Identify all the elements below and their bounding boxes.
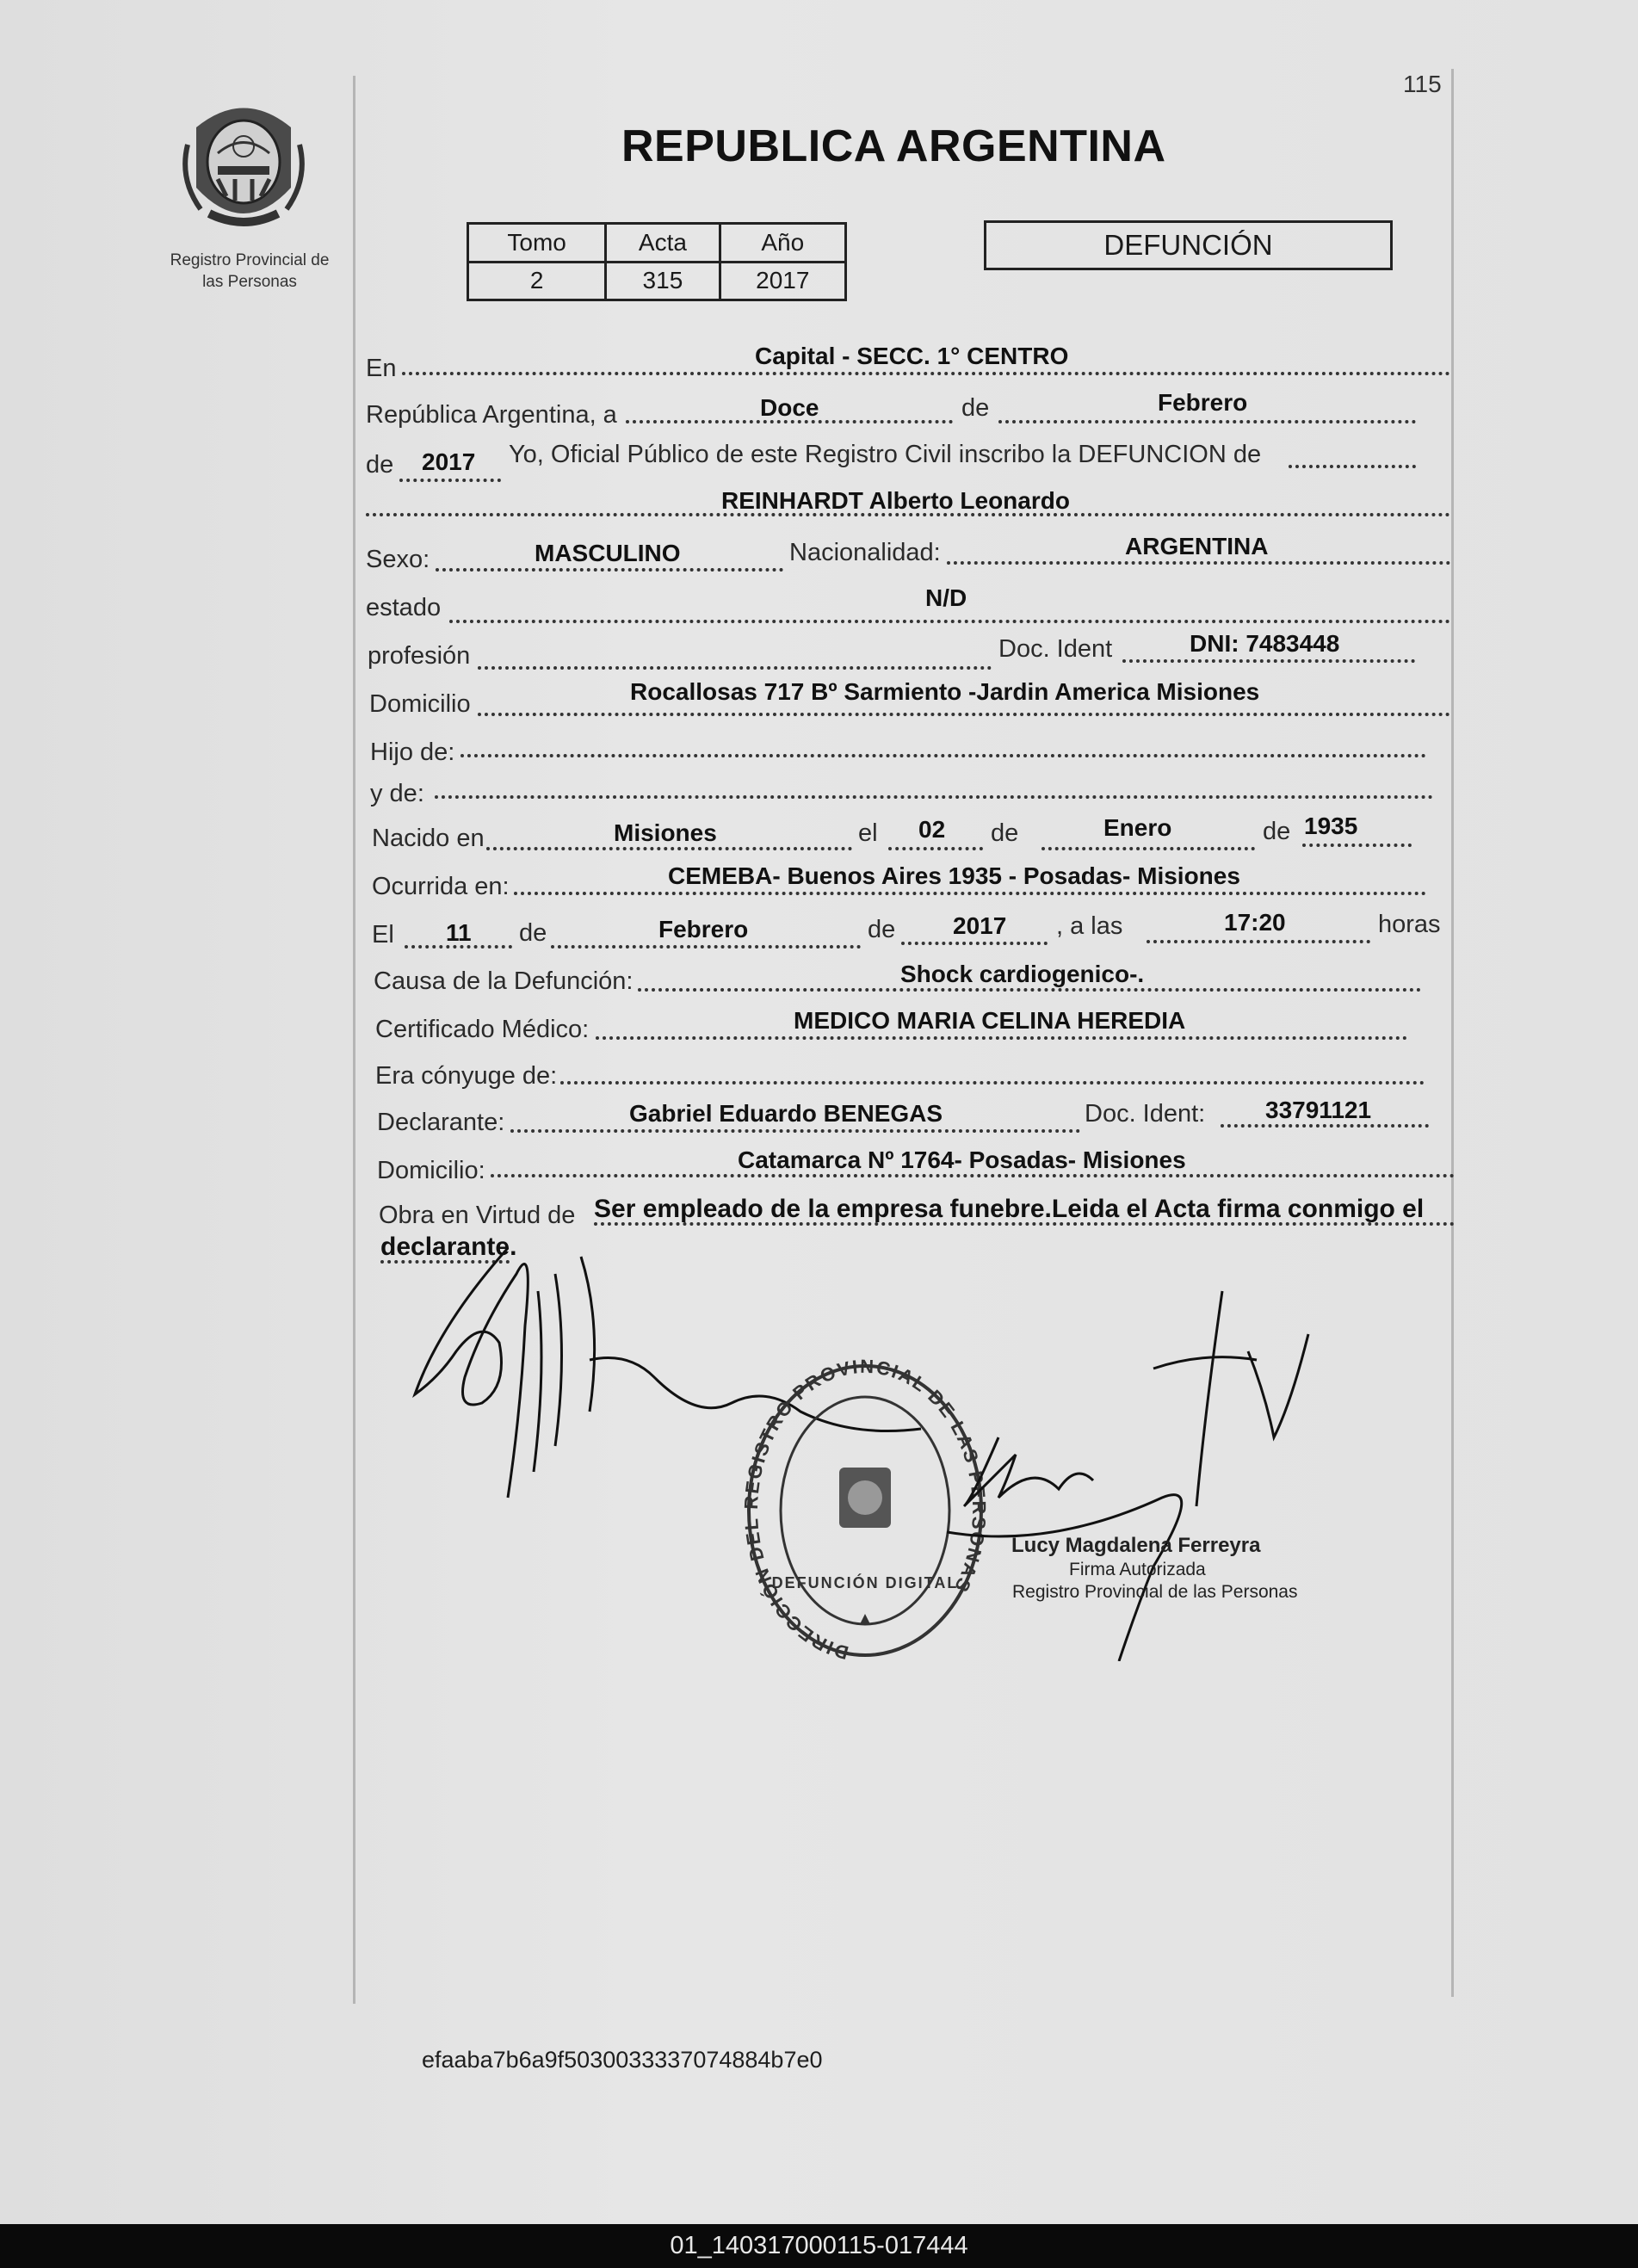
official-name: Lucy Magdalena Ferreyra	[1011, 1534, 1261, 1557]
profesion-label: profesión	[368, 642, 471, 670]
estado-value: N/D	[925, 584, 967, 611]
a-las-label: , a las	[1056, 912, 1123, 940]
fecha-mes-dotted-line	[551, 945, 861, 949]
anio-dotted-line	[399, 479, 501, 482]
causa-label: Causa de la Defunción:	[374, 967, 634, 995]
causa-value: Shock cardiogenico-.	[900, 961, 1145, 987]
estado-dotted-line	[449, 620, 1450, 623]
nacido-lugar-value: Misiones	[614, 819, 717, 846]
official-signature	[947, 1282, 1377, 1661]
en-value: Capital - SECC. 1° CENTRO	[755, 343, 1069, 369]
sexo-dotted-line	[436, 568, 783, 572]
nacido-label: Nacido en	[372, 825, 485, 852]
nacido-mes-value: Enero	[1103, 814, 1172, 841]
mes-value: Febrero	[1158, 389, 1248, 416]
sexo-label: Sexo:	[366, 546, 430, 573]
conyuge-dotted-line	[560, 1081, 1425, 1085]
de-label-4: de	[1263, 818, 1291, 845]
certificado-dotted-line	[596, 1036, 1407, 1040]
en-label: En	[366, 355, 397, 382]
registry-caption-line1: Registro Provincial de	[170, 251, 330, 269]
domicilio-value: Rocallosas 717 Bº Sarmiento -Jardin America Misiones	[630, 678, 1260, 705]
ocurrida-value: CEMEBA- Buenos Aires 1935 - Posadas- Misiones	[668, 862, 1240, 889]
el-label: el	[858, 819, 878, 847]
declarante-label: Declarante:	[377, 1109, 505, 1136]
nacido-dia-dotted-line	[888, 847, 983, 850]
provincial-seal-icon	[179, 93, 308, 231]
hijo-label: Hijo de:	[370, 738, 455, 766]
domicilio2-label: Domicilio:	[377, 1157, 485, 1184]
fecha-dia-value: 11	[446, 919, 472, 946]
nacido-mes-dotted-line	[1042, 847, 1255, 850]
domicilio-dotted-line	[478, 713, 1450, 716]
declarante-dotted-line	[510, 1129, 1080, 1133]
el-cap-label: El	[372, 921, 394, 949]
fecha-anio-dotted-line	[901, 942, 1048, 945]
doc-ident-dotted-line	[1122, 659, 1415, 663]
profesion-dotted-line	[478, 666, 992, 670]
horas-label: horas	[1378, 911, 1441, 938]
registry-caption-line2: las Personas	[202, 273, 297, 291]
obra-label: Obra en Virtud de	[379, 1202, 576, 1229]
de-label-6: de	[868, 916, 896, 943]
ocurrida-label: Ocurrida en:	[372, 873, 510, 900]
official-office: Registro Provincial de las Personas	[1012, 1582, 1298, 1602]
left-margin-line	[353, 76, 355, 2004]
declarante-doc-value: 33791121	[1265, 1097, 1372, 1123]
y-de-label: y de:	[370, 780, 424, 807]
declarante-doc-label: Doc. Ident:	[1085, 1100, 1206, 1128]
causa-dotted-line	[638, 988, 1421, 992]
registry-caption	[155, 250, 344, 293]
oficial-text: Yo, Oficial Público de este Registro Civil inscribo la DEFUNCION de	[509, 441, 1262, 468]
declarante-value: Gabriel Eduardo BENEGAS	[629, 1100, 943, 1127]
declarante-doc-dotted-line	[1221, 1124, 1429, 1128]
dia-value: Doce	[760, 394, 819, 421]
y-de-dotted-line	[435, 795, 1433, 799]
nacido-anio-value: 1935	[1304, 813, 1358, 839]
de-label-3: de	[991, 819, 1019, 847]
nacionalidad-dotted-line	[947, 561, 1450, 565]
republica-label: República Argentina, a	[366, 401, 617, 429]
record-table-header-tomo: Tomo	[468, 224, 606, 263]
record-table-header-anio: Año	[720, 224, 845, 263]
record-table	[467, 222, 847, 301]
nacido-dia-value: 02	[918, 816, 946, 843]
fecha-anio-value: 2017	[953, 912, 1007, 939]
stamp-inner-text: DEFUNCIÓN DIGITAL	[771, 1574, 959, 1591]
domicilio-label: Domicilio	[369, 690, 471, 718]
hora-value: 17:20	[1224, 909, 1286, 936]
doc-ident-value: DNI: 7483448	[1190, 630, 1340, 657]
domicilio2-dotted-line	[491, 1174, 1455, 1177]
record-table-tomo-value: 2	[468, 262, 606, 300]
estado-label: estado	[366, 594, 442, 621]
hijo-dotted-line	[460, 754, 1426, 757]
certificado-value: MEDICO MARIA CELINA HEREDIA	[794, 1007, 1186, 1034]
official-role: Firma Autorizada	[1069, 1560, 1206, 1579]
nacionalidad-label: Nacionalidad:	[789, 539, 941, 566]
footer-code: 01_140317000115-017444	[0, 2224, 1638, 2268]
oficial-dotted-line	[1289, 465, 1416, 468]
obra-value-line2: declarante.	[380, 1233, 517, 1261]
fallecido-name: REINHARDT Alberto Leonardo	[721, 487, 1070, 514]
record-type-box: DEFUNCIÓN	[984, 220, 1393, 270]
anio-value: 2017	[422, 448, 476, 475]
stamp-ring-text: DIRECCIÓN DEL REGISTRO PROVINCIAL DE LAS PERSONAS	[740, 1356, 990, 1665]
certificado-label: Certificado Médico:	[375, 1016, 590, 1043]
nacionalidad-value: ARGENTINA	[1125, 533, 1269, 559]
fecha-mes-value: Febrero	[658, 916, 749, 942]
sexo-value: MASCULINO	[535, 540, 681, 566]
obra-value-line1: Ser empleado de la empresa funebre.Leida el Acta firma conmigo el	[594, 1195, 1425, 1223]
hora-dotted-line	[1147, 940, 1370, 943]
document-title: REPUBLICA ARGENTINA	[621, 121, 1166, 171]
right-margin-line	[1451, 69, 1454, 1997]
record-table-acta-value: 315	[606, 262, 720, 300]
de-label-2: de	[366, 451, 394, 479]
document-hash: efaaba7b6a9f5030033337074884b7e0	[422, 2047, 823, 2073]
mes-dotted-line	[998, 420, 1416, 423]
domicilio2-value: Catamarca Nº 1764- Posadas- Misiones	[738, 1146, 1186, 1173]
en-dotted-line	[402, 372, 1450, 375]
nacido-lugar-dotted-line	[486, 847, 852, 850]
record-table-anio-value: 2017	[720, 262, 845, 300]
de-label-5: de	[519, 919, 547, 947]
doc-ident-label: Doc. Ident	[998, 635, 1113, 663]
conyuge-label: Era cónyuge de:	[375, 1062, 558, 1090]
page-number: 115	[1403, 71, 1442, 97]
ocurrida-dotted-line	[514, 892, 1426, 895]
record-table-header-acta: Acta	[606, 224, 720, 263]
de-label-1: de	[961, 394, 990, 422]
nacido-anio-dotted-line	[1302, 844, 1412, 847]
